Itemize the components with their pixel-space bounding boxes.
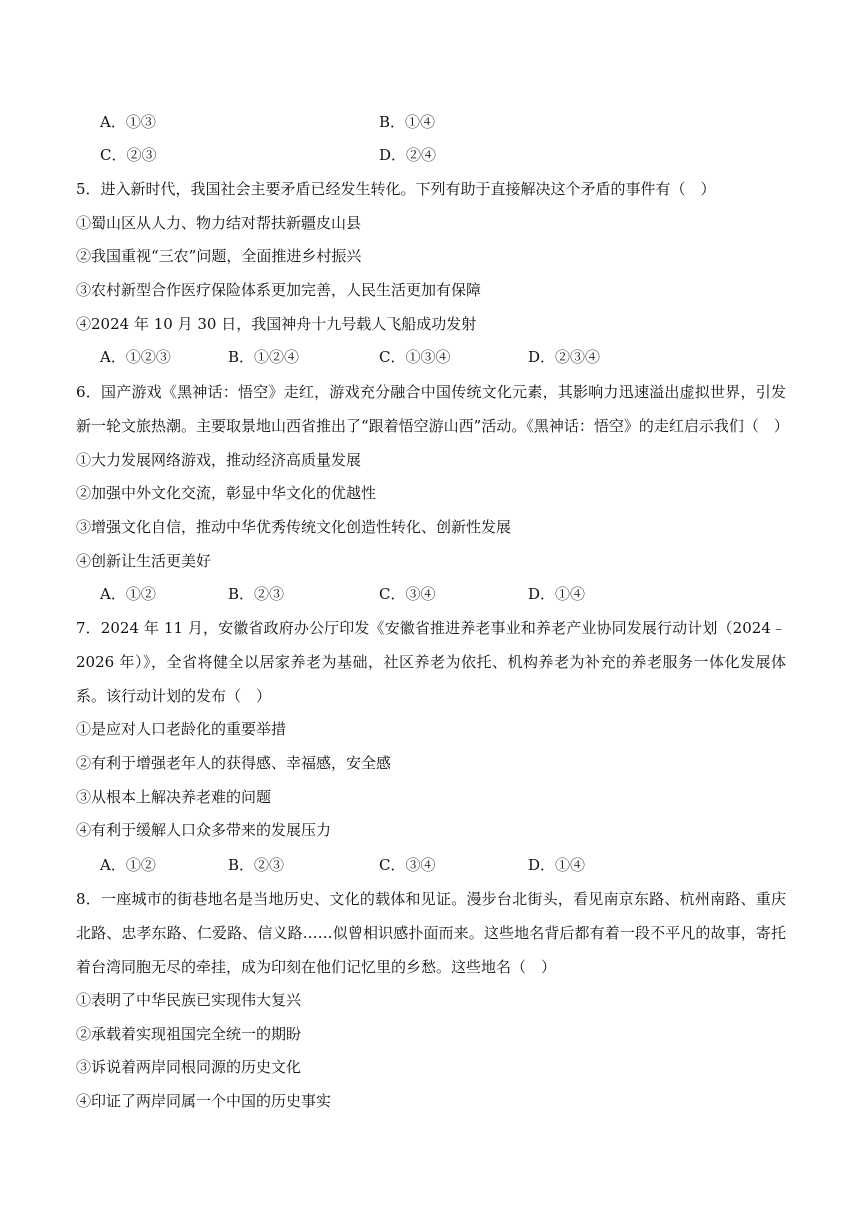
q6-option-d[interactable]: D．①④ xyxy=(528,585,586,603)
q5-item-3: ③农村新型合作医疗保险体系更加完善，人民生活更加有保障 xyxy=(76,281,482,299)
q7-option-c[interactable]: C．③④ xyxy=(379,856,436,874)
prev-option-d[interactable]: D．②④ xyxy=(379,146,437,164)
q6-item-2: ②加强中外文化交流，彰显中华文化的优越性 xyxy=(76,484,377,502)
q6-item-3: ③增强文化自信，推动中华优秀传统文化创造性转化、创新性发展 xyxy=(76,518,512,536)
prev-option-a[interactable]: A．①③ xyxy=(100,113,156,131)
q8-stem: 8．一座城市的街巷地名是当地历史、文化的载体和见证。漫步台北街头，看见南京东路、杭州南路、重庆北路、忠孝东路、仁爱路、信义路……似曾相识感扑面而来。这些地名背后都有着一段不平凡的故事，寄托着台湾同胞无尽的牵挂，成为印刻在他们记忆里的乡愁。这些地名（ ） xyxy=(76,890,786,976)
q7-option-b[interactable]: B．②③ xyxy=(228,856,285,874)
q8-item-1: ①表明了中华民族已实现伟大复兴 xyxy=(76,991,302,1009)
q5-stem: 5．进入新时代，我国社会主要矛盾已经发生转化。下列有助于直接解决这个矛盾的事件有（ ） xyxy=(76,180,716,198)
q7-stem: 7．2024 年 11 月，安徽省政府办公厅印发《安徽省推进养老事业和养老产业协同发展行动计划（2024﹣2026 年）》，全省将健全以居家养老为基础，社区养老为依托、机构养老为补充的养老服务一体化发展体系。该行动计划的发布（ ） xyxy=(76,619,786,705)
q8-item-4: ④印证了两岸同属一个中国的历史事实 xyxy=(76,1092,332,1110)
q7-item-2: ②有利于增强老年人的获得感、幸福感，安全感 xyxy=(76,754,392,772)
q7-option-d[interactable]: D．①④ xyxy=(528,856,586,874)
q5-item-2: ②我国重视“三农”问题，全面推进乡村振兴 xyxy=(76,247,362,265)
q8-item-2: ②承载着实现祖国完全统一的期盼 xyxy=(76,1025,302,1043)
q5-item-1: ①蜀山区从人力、物力结对帮扶新疆皮山县 xyxy=(76,214,362,232)
q6-item-1: ①大力发展网络游戏，推动经济高质量发展 xyxy=(76,451,362,469)
q7-option-a[interactable]: A．①② xyxy=(100,856,156,874)
q8-item-3: ③诉说着两岸同根同源的历史文化 xyxy=(76,1058,302,1076)
prev-option-c[interactable]: C．②③ xyxy=(100,146,157,164)
q5-item-4: ④2024 年 10 月 30 日，我国神舟十九号载人飞船成功发射 xyxy=(76,315,477,333)
q5-option-a[interactable]: A．①②③ xyxy=(100,348,171,366)
q5-option-c[interactable]: C．①③④ xyxy=(379,348,451,366)
q6-option-c[interactable]: C．③④ xyxy=(379,585,436,603)
q7-item-1: ①是应对人口老龄化的重要举措 xyxy=(76,720,287,738)
q6-item-4: ④创新让生活更美好 xyxy=(76,552,212,570)
prev-option-b[interactable]: B．①④ xyxy=(379,113,436,131)
q7-item-4: ④有利于缓解人口众多带来的发展压力 xyxy=(76,821,332,839)
q7-item-3: ③从根本上解决养老难的问题 xyxy=(76,788,272,806)
q5-option-b[interactable]: B．①②④ xyxy=(228,348,300,366)
q5-option-d[interactable]: D．②③④ xyxy=(528,348,601,366)
q6-stem: 6．国产游戏《黑神话：悟空》走红，游戏充分融合中国传统文化元素，其影响力迅速溢出虚拟世界，引发新一轮文旅热潮。主要取景地山西省推出了“跟着悟空游山西”活动。《黑神话：悟空》的走红启示我们（ ） xyxy=(76,383,789,435)
q6-option-a[interactable]: A．①② xyxy=(100,585,156,603)
q6-option-b[interactable]: B．②③ xyxy=(228,585,285,603)
